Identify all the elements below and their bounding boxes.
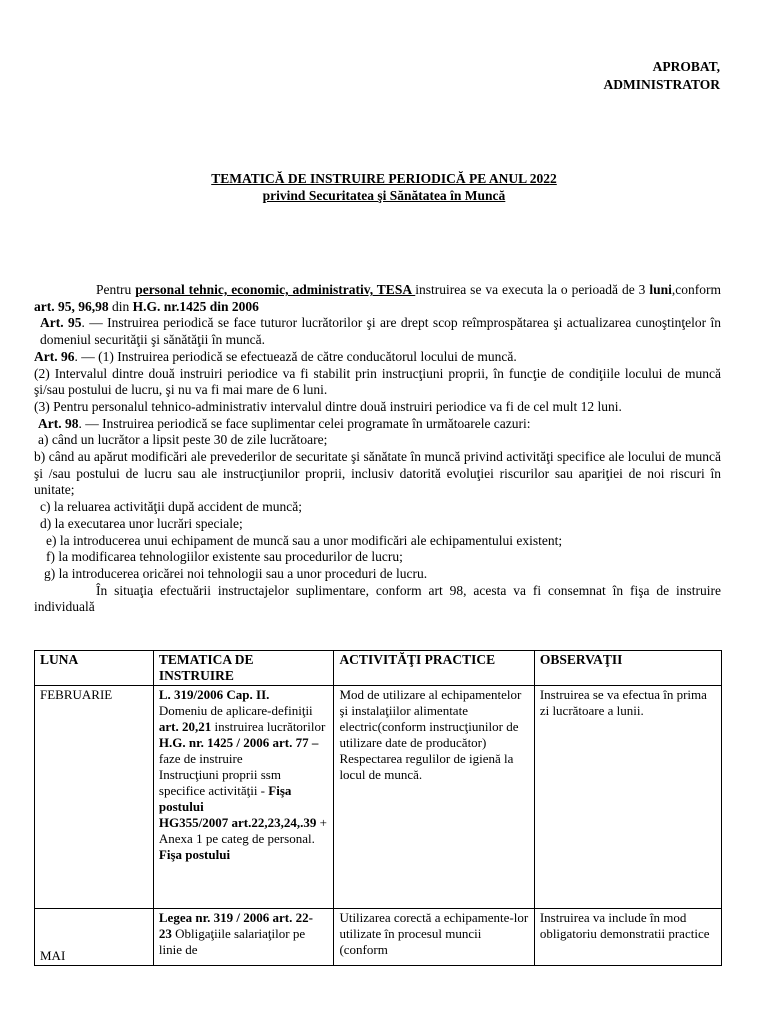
tematica-cell	[153, 686, 334, 909]
training-schedule-table	[34, 650, 722, 966]
document-title	[0, 170, 768, 204]
case-b: b) când au apărut modificări ale prevederilor de securitate şi sănătate în muncă privind activităţi specifice ale locului de muncă şi /sau postului de lucru sau ale instrucţiunilor proprii, inclusiv datorită evoluţiei riscurilor sau apariţiei de noi riscuri în unitate;	[34, 449, 721, 498]
art95-paragraph	[34, 315, 721, 348]
tematica-fisa-1: Fişa postului	[158, 783, 292, 814]
title-line-1: TEMATICĂ DE INSTRUIRE PERIODICĂ PE ANUL 2022	[211, 171, 557, 186]
intro-hg: H.G. nr.1425 din 2006	[132, 298, 259, 314]
case-f: f) la modificarea tehnologiilor existente sau procedurilor de lucru;	[46, 549, 403, 565]
case-d: d) la executarea unor lucrări speciale;	[40, 515, 243, 531]
activitati-cell: Utilizarea corectă a echipamente-lor utilizate în procesul muncii (conform	[334, 909, 534, 966]
intro-text-a: Pentru	[96, 282, 136, 297]
tematica-hg355: HG355/2007 art.22,23,24,.39	[158, 815, 317, 830]
case-a: a) când un lucrător a lipsit peste 30 de zile lucrătoare;	[38, 432, 328, 448]
month-cell: MAI	[35, 909, 154, 966]
body-text	[34, 282, 721, 616]
tematica-fisa-2: Fişa postului	[158, 847, 231, 862]
tematica-law: Legea nr. 319 / 2006 art. 22- 23	[158, 910, 313, 941]
header-observatii: OBSERVAŢII	[534, 651, 721, 686]
approved-label: APROBAT,	[652, 59, 720, 74]
observatii-cell: Instruirea va include în mod obligatoriu demonstratii practice	[534, 909, 721, 966]
tematica-instruire: instruirea lucrătorilor	[211, 719, 326, 734]
art96-text: . — (1) Instruirea periodică se efectuează de către conducătorul locului de muncă.	[74, 348, 517, 364]
art96-item-3: (3) Pentru personalul tehnico-administrativ intervalul dintre două instruiri periodice va fi de cel mult 12 luni.	[34, 398, 622, 414]
art96-item-2: (2) Intervalul dintre două instruiri periodice va fi stabilit prin instrucţiuni proprii, în funcţie de condiţiile locului de muncă şi/sau postului de lucru, şi nu va fi mai mare de 6 luni.	[34, 365, 721, 398]
activitati-cell: Mod de utilizare al echipamentelor şi instalaţiilor alimentate electric(conform instrucţiunilor de utilizare date de producător) Respectarea regulilor de igienă la locul de muncă.	[334, 686, 534, 909]
header-tematica: TEMATICA DE INSTRUIRE	[153, 651, 334, 686]
art98-text: . — Instruirea periodică se face suplimentar celei programate în următoarele cazuri:	[78, 415, 531, 431]
case-e: e) la introducerea unui echipament de muncă sau a unor modificări ale echipamentului existent;	[46, 532, 563, 548]
art98-label: Art. 98	[38, 415, 79, 431]
title-line-2: privind Securitatea şi Sănătatea în Muncă	[262, 188, 506, 203]
tematica-art: art. 20,21	[158, 719, 212, 734]
intro-personnel: personal tehnic, economic, administrativ, TESA	[135, 282, 416, 297]
intro-text-c: instruirea se va executa la o perioadă de 3	[415, 282, 650, 297]
table-row	[35, 686, 722, 909]
closing-paragraph: În situaţia efectuării instructajelor suplimentare, conform art 98, acesta va fi consemnat în fişa de instruire individuală	[34, 582, 721, 615]
art96-paragraph	[34, 349, 721, 366]
art95-text: . — Instruirea periodică se face tuturor lucrătorilor şi are drept scop reîmprospătarea şi actualizarea cunoştinţelor în domeniul securităţii şi sănătăţii în muncă.	[40, 315, 721, 348]
intro-text-e: ,conform	[671, 282, 721, 297]
case-g: g) la introducerea oricărei noi tehnologii sau a unor proceduri de lucru.	[44, 565, 428, 581]
tematica-domain: Domeniu de aplicare-definiţii	[158, 703, 313, 718]
header-luna: LUNA	[35, 651, 154, 686]
tematica-hg: H.G. nr. 1425 / 2006 art. 77 –	[158, 735, 319, 750]
art98-paragraph	[34, 416, 721, 433]
art95-label: Art. 95	[40, 315, 82, 331]
tematica-anexa: + Anexa 1 pe categ de personal.	[158, 815, 327, 846]
table-row	[35, 909, 722, 966]
administrator-label: ADMINISTRATOR	[603, 77, 720, 92]
art96-label: Art. 96	[34, 348, 75, 364]
intro-luni: luni	[649, 282, 672, 297]
intro-text-g: din	[108, 298, 133, 314]
case-c: c) la reluarea activităţii după accident de muncă;	[40, 499, 302, 515]
header-activitati: ACTIVITĂŢI PRACTICE	[334, 651, 534, 686]
tematica-faze: faze de instruire	[158, 751, 243, 766]
month-cell: FEBRUARIE	[35, 686, 154, 909]
observatii-cell: Instruirea se va efectua în prima zi lucrătoare a lunii.	[534, 686, 721, 909]
intro-articles: art. 95, 96,98	[34, 298, 109, 314]
tematica-instructiuni: Instrucţiuni proprii ssm specifice activităţii -	[158, 767, 281, 798]
table-header-row	[35, 651, 722, 686]
tematica-cell	[153, 909, 334, 966]
intro-paragraph	[34, 282, 721, 315]
tematica-obligatii: Obligaţiile salariaţilor pe linie de	[158, 926, 306, 957]
tematica-law: L. 319/2006 Cap. II.	[158, 687, 270, 702]
approval-block	[603, 58, 720, 94]
